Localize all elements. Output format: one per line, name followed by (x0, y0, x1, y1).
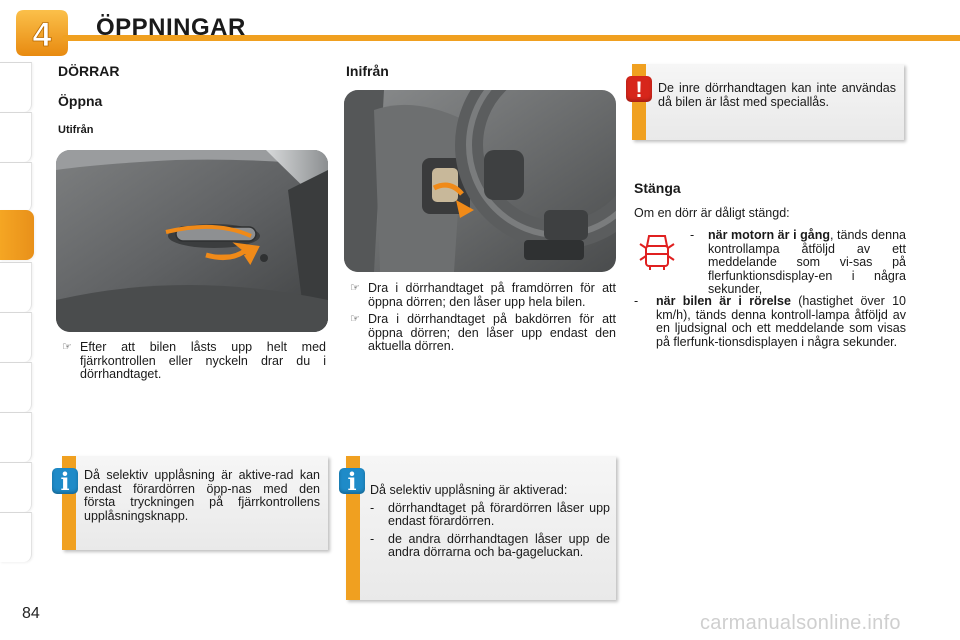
chapter-tab-2[interactable] (0, 112, 32, 162)
dash: - (370, 500, 375, 515)
photo-exterior-door-handle (56, 150, 328, 332)
info-mid-content (370, 484, 610, 560)
info-mid-intro: Då selektiv upplåsning är aktiverad: (370, 483, 568, 497)
info-icon: i (339, 468, 365, 494)
subheading-inside: Inifrån (346, 63, 389, 79)
chapter-tab-8[interactable] (0, 412, 32, 462)
dash: - (634, 294, 639, 308)
info-text-left: Då selektiv upplåsning är aktive-rad kan endast förardörren öpp-nas med den första tryckningen på fjärrkontrollens upplåsningsknapp. (84, 468, 320, 523)
chapter-tab-10[interactable] (0, 512, 32, 562)
close-item-moving-bold: när bilen är i rörelse (656, 294, 791, 308)
subheading-outside: Utifrån (58, 124, 94, 136)
chapter-tab-5[interactable] (0, 262, 32, 312)
chapter-number: 4 (32, 16, 52, 54)
photo-interior-door-handle (344, 90, 616, 272)
warning-icon: ! (626, 76, 652, 102)
subheading-close: Stänga (634, 180, 681, 196)
chapter-tab-1[interactable] (0, 62, 32, 112)
door-open-warning-icon (638, 230, 676, 272)
chapter-tab-3[interactable] (0, 162, 32, 212)
outside-instruction-text: Efter att bilen låsts upp helt med fjärrkontrollen eller nyckeln drar du i dörrhandtaget. (80, 340, 326, 381)
close-item-moving-text: (hastighet över 10 km/h), tänds denna kontroll-lampa åtföljd av en ljudsignal och ett meddelande som visas på flerfunk-tionsdisplayen i några sekunder. (656, 294, 906, 349)
page-number: 84 (22, 605, 40, 622)
bullet-symbol: ☞ (350, 313, 360, 325)
close-item-engine (690, 229, 906, 297)
subheading-open: Öppna (58, 93, 103, 109)
outside-instruction (58, 341, 326, 386)
chapter-tab-rail (0, 62, 34, 582)
info-mid-item-1: dörrhandtaget på förardörren låser upp endast förardörren. (388, 500, 610, 528)
section-heading-doors: DÖRRAR (58, 63, 120, 79)
close-item-engine-text: , tänds denna kontrollampa åtföljd av ett meddelande som vi-sas på flerfunktionsdisplay-en i några sekunder, (708, 228, 906, 296)
dash: - (690, 228, 695, 242)
close-intro: Om en dörr är dåligt stängd: (634, 206, 790, 220)
inside-instruction-rear: Dra i dörrhandtaget på bakdörren för att öppna dörren; den låser upp endast den aktuella dörren. (368, 312, 616, 353)
bullet-symbol: ☞ (350, 282, 360, 294)
chapter-tab-7[interactable] (0, 362, 32, 412)
chapter-tab-6[interactable] (0, 312, 32, 362)
inside-instructions (346, 282, 616, 358)
page-title: ÖPPNINGAR (96, 14, 246, 41)
info-box-selective-unlock-mid (346, 456, 616, 600)
info-icon: i (52, 468, 78, 494)
chapter-tab-9[interactable] (0, 462, 32, 512)
chapter-badge (14, 8, 70, 58)
close-item-moving (634, 295, 906, 349)
info-box-selective-unlock-left (62, 456, 328, 550)
bullet-symbol: ☞ (62, 341, 72, 353)
dash: - (370, 531, 375, 546)
chapter-tab-4-active[interactable] (0, 210, 34, 260)
close-item-engine-bold: när motorn är i gång (708, 228, 830, 242)
warning-box-deadlock (632, 64, 904, 140)
warning-text: De inre dörrhandtagen kan inte användas då bilen är låst med speciallås. (658, 81, 896, 109)
inside-instruction-front: Dra i dörrhandtaget på framdörren för att öppna dörren; den låser upp hela bilen. (368, 281, 616, 309)
watermark: carmanualsonline.info (700, 612, 901, 634)
info-mid-item-2: de andra dörrhandtagen låser upp de andra dörrarna och ba-gageluckan. (388, 531, 610, 559)
